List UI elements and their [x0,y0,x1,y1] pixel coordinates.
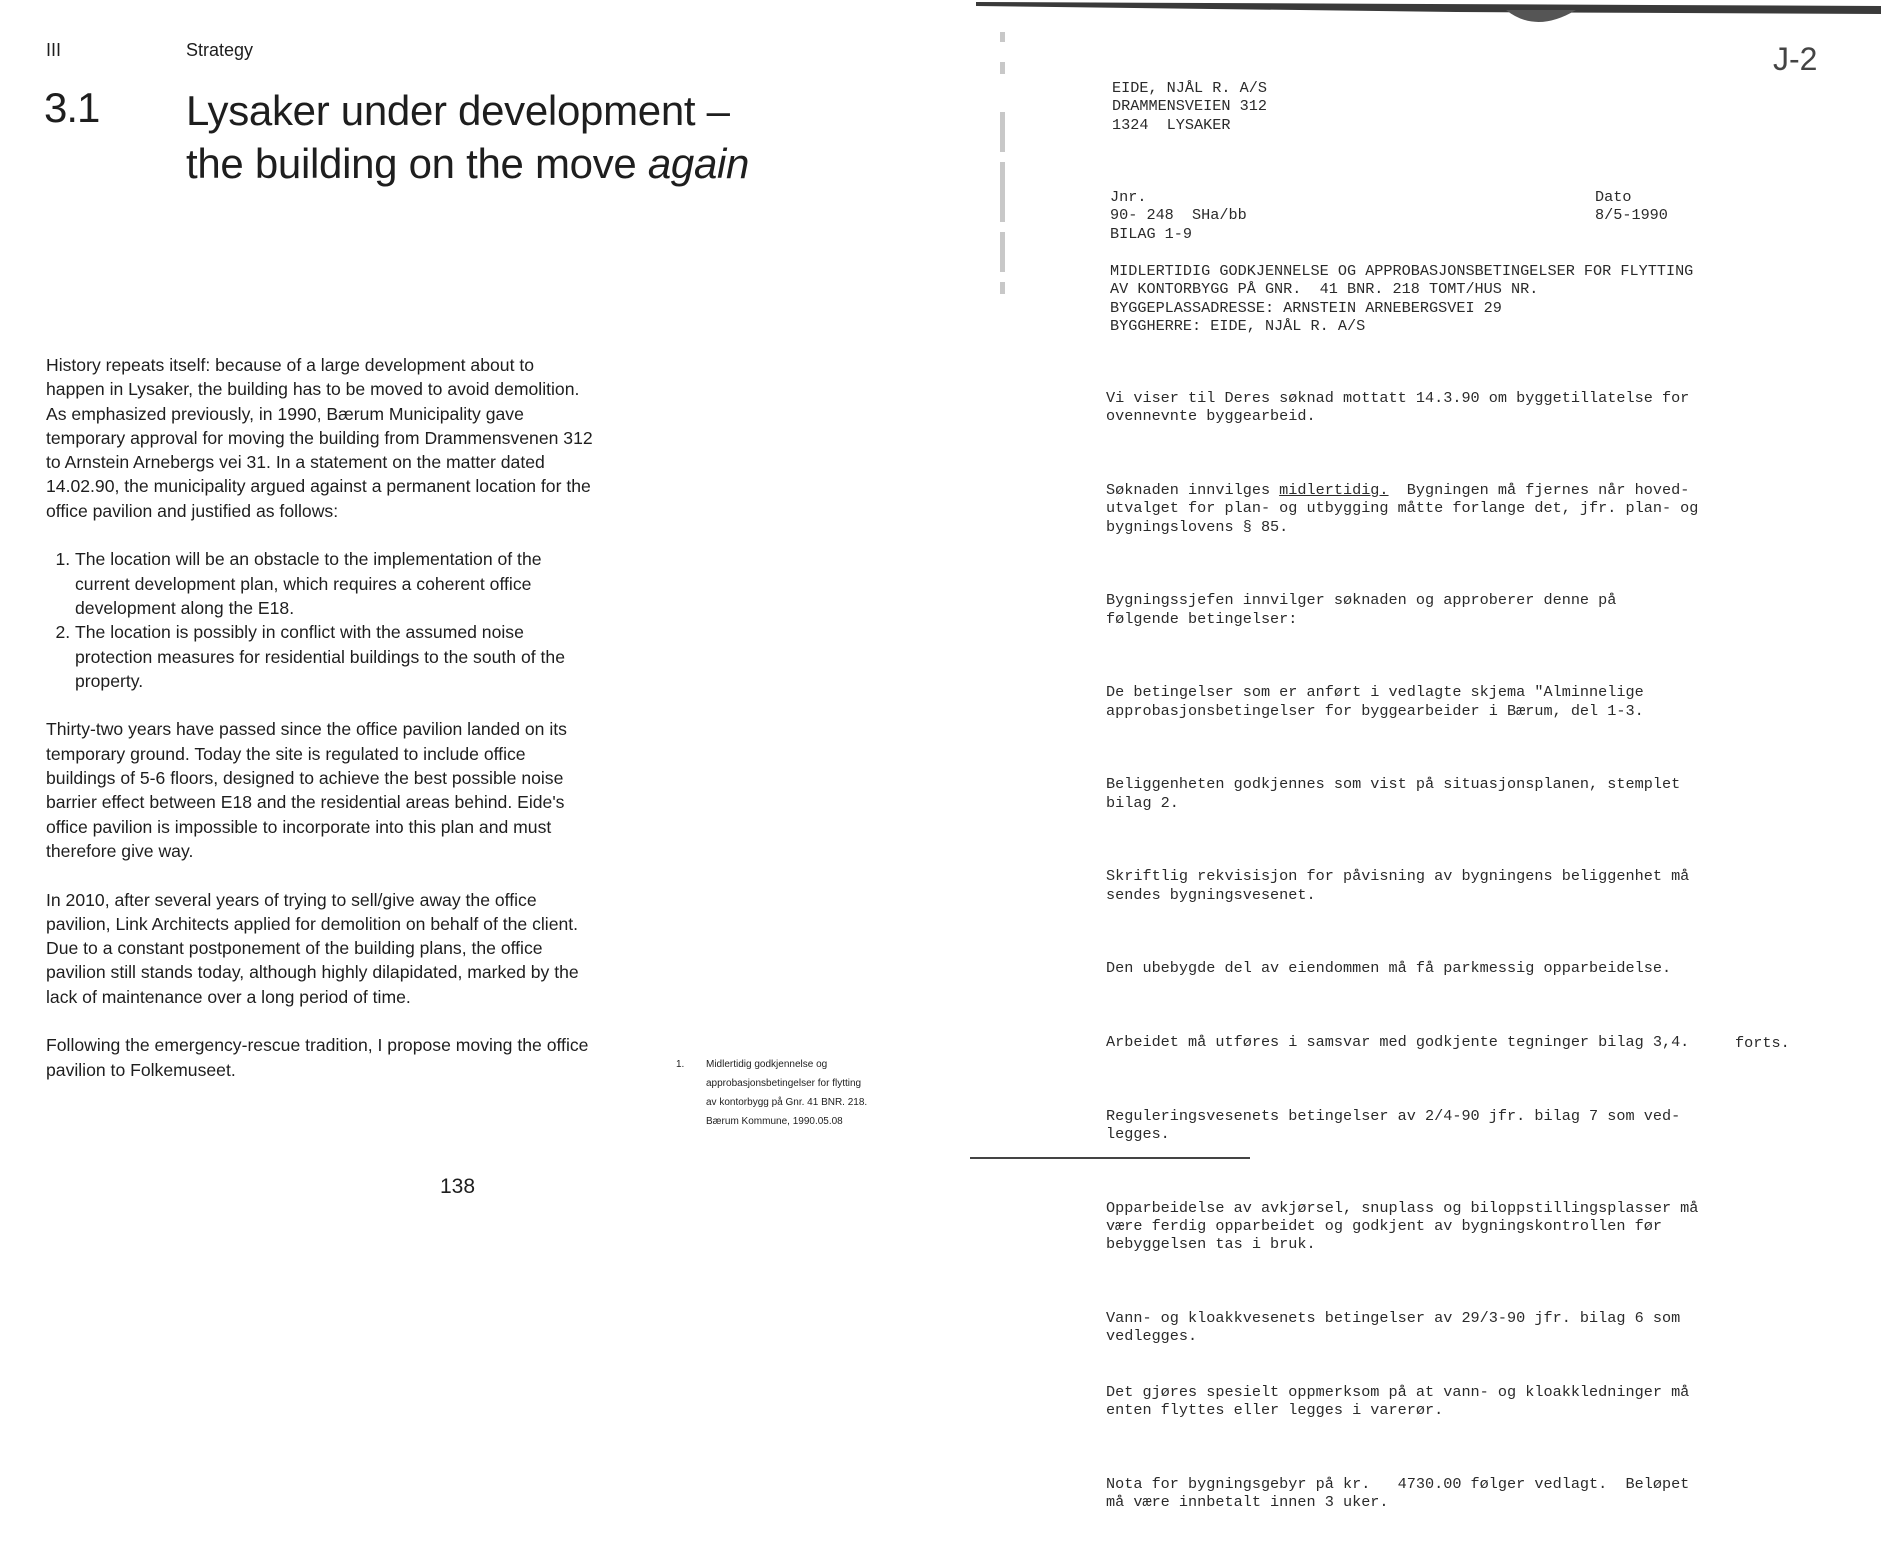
left-page [0,0,960,1221]
body-text [46,353,594,1106]
chapter-name: Strategy [186,40,254,60]
letter-continued: forts. [1735,1034,1790,1052]
chapter-number: III [46,40,62,60]
section-number: 3.1 [44,84,100,131]
section-title-line1: Lysaker under development – [186,87,730,134]
reference-line: Jnr. [1110,188,1147,206]
handwritten-mark-text: J-2 [1773,41,1818,77]
letter-paragraph: Vi viser til Deres søknad mottatt 14.3.90 om byggetillatelse for ovennevnte byggearbeid. [1106,388,1690,426]
scan-edge-side [998,22,1008,342]
address-line: EIDE, NJÅL R. A/S [1112,79,1267,97]
paragraph: Following the emergency-rescue tradition, I propose moving the office pavilion to Folkemuseet. [46,1035,589,1080]
letter-paragraph: Beliggenheten godkjennes som vist på situasjonsplanen, stemplet bilag 2. [1106,775,1681,812]
reference-line: BILAG 1-9 [1110,224,1193,243]
subject-line: BYGGHERRE: EIDE, NJÅL R. A/S [1110,317,1366,336]
scanned-letter-page [960,0,1900,1512]
letter-paragraph [1106,481,1886,536]
section-title-line2-text: the building on the move [186,140,648,187]
date-value: 8/5-1990 [1595,206,1668,225]
letter-paragraph: Vann- og kloakkvesenets betingelser av 29/3-90 jfr. bilag 6 som vedlegges. [1106,1308,1681,1346]
letter-paragraph: Det gjøres spesielt oppmerksom på at vann- og kloakkledninger må enten flyttes eller legges i varerør. [1106,1382,1690,1419]
paragraph: In 2010, after several years of trying to sell/give away the office pavilion, Link Architects applied for demolition on behalf of the client. Due to a constant postponement of the building plans, the office pavilion still stands today, although highly dilapidated, marked by the lack of maintenance over a long period of time. [46,889,579,1007]
letter-subject [1110,262,1693,336]
argument-list [46,547,594,693]
section-title-emphasis: again [647,140,750,187]
paragraph: Thirty-two years have passed since the office pavilion landed on its temporary ground. Today the site is regulated to include office buildings of 5-6 floors, designed to achieve the best possible noise barrier effect between E18 and the residential areas behind. Eide's office pavilion is impossible to incorporate into this plan and must therefore give way. [46,719,567,861]
handwritten-mark [1765,30,1845,80]
paragraph-intro: History repeats itself: because of a large development about to happen in Lysaker, the building has to be moved to avoid demolition. As emphasized previously, in 1990, Bærum Municipality gave temporary approval for moving the building from Drammensvenen 312 to Arnstein Arnebergs vei 31. In a statement on the matter dated 14.02.90, the municipality argued against a permanent location for the office pavilion and justified as follows: [46,355,593,521]
section-title-line2 [186,137,826,190]
underlined-word: midlertidig. [1279,480,1389,499]
scan-edge-bottom [970,1157,1250,1159]
letter-paragraph: Opparbeidelse av avkjørsel, snuplass og biloppstillingsplasser må være ferdig opparbeidet og godkjent av bygningskontrollen før bebyggelsen tas i bruk. [1106,1198,1699,1254]
letter-paragraph: Reguleringsvesenets betingelser av 2/4-90 jfr. bilag 7 som ved- legges. [1106,1106,1681,1143]
letter-address [1112,79,1267,134]
subject-line: BYGGEPLASSADRESSE: ARNSTEIN ARNEBERGSVEI 29 [1110,298,1502,317]
subject-line: AV KONTORBYGG PÅ GNR. 41 BNR. 218 TOMT/HUS NR. [1110,280,1539,299]
address-line: 1324 LYSAKER [1112,115,1231,134]
date-label: Dato [1595,188,1632,206]
scan-edge-top [976,0,1881,22]
letter-paragraph: Nota for bygningsgebyr på kr. 4730.00 følger vedlagt. Beløpet må være innbetalt innen 3 uker. [1106,1474,1690,1512]
letter-paragraph: De betingelser som er anført i vedlagte skjema "Alminnelige approbasjonsbetingelser for byggearbeider i Bærum, del 1-3. [1106,683,1644,720]
letter-date [1595,188,1668,225]
list-item: 1. The location will be an obstacle to the implementation of the current development plan, which requires a coherent office development along the E18. [75,547,594,620]
letter-text: Søknaden innvilges [1106,480,1280,499]
reference-line: 90- 248 SHa/bb [1110,206,1247,225]
address-line: DRAMMENSVEIEN 312 [1112,97,1267,116]
letter-paragraph: Skriftlig rekvisisjon for påvisning av bygningens beliggenhet må sendes bygningsvesenet. [1106,867,1690,904]
letter-paragraph: Arbeidet må utføres i samsvar med godkjente tegninger bilag 3,4. [1106,1032,1690,1051]
section-title [186,84,826,190]
letter-text: Bygningen må fjernes når hoved- utvalget for plan- og utbygging måtte forlange det, jfr. plan- og bygningslovens § 85. [1106,480,1699,536]
list-item: 2. The location is possibly in conflict with the assumed noise protection measures for residential buildings to the south of the property. [75,620,594,693]
letter-paragraph: Den ubebygde del av eiendommen må få parkmessig opparbeidelse. [1106,959,1672,978]
letter-paragraph: Bygningssjefen innvilger søknaden og approberer denne på følgende betingelser: [1106,591,1617,628]
subject-line: MIDLERTIDIG GODKJENNELSE OG APPROBASJONSBETINGELSER FOR FLYTTING [1110,262,1694,280]
page-number: 138 [440,1175,476,1198]
letter-reference [1110,188,1247,243]
footnote-number: 1. [676,1059,685,1070]
footnote-text: Midlertidig godkjennelse og approbasjonsbetingelser for flytting av kontorbygg på Gnr. 41 BNR. 218. Bærum Kommune, 1990.05.08 [706,1059,868,1127]
letter-body [1106,352,1886,1567]
